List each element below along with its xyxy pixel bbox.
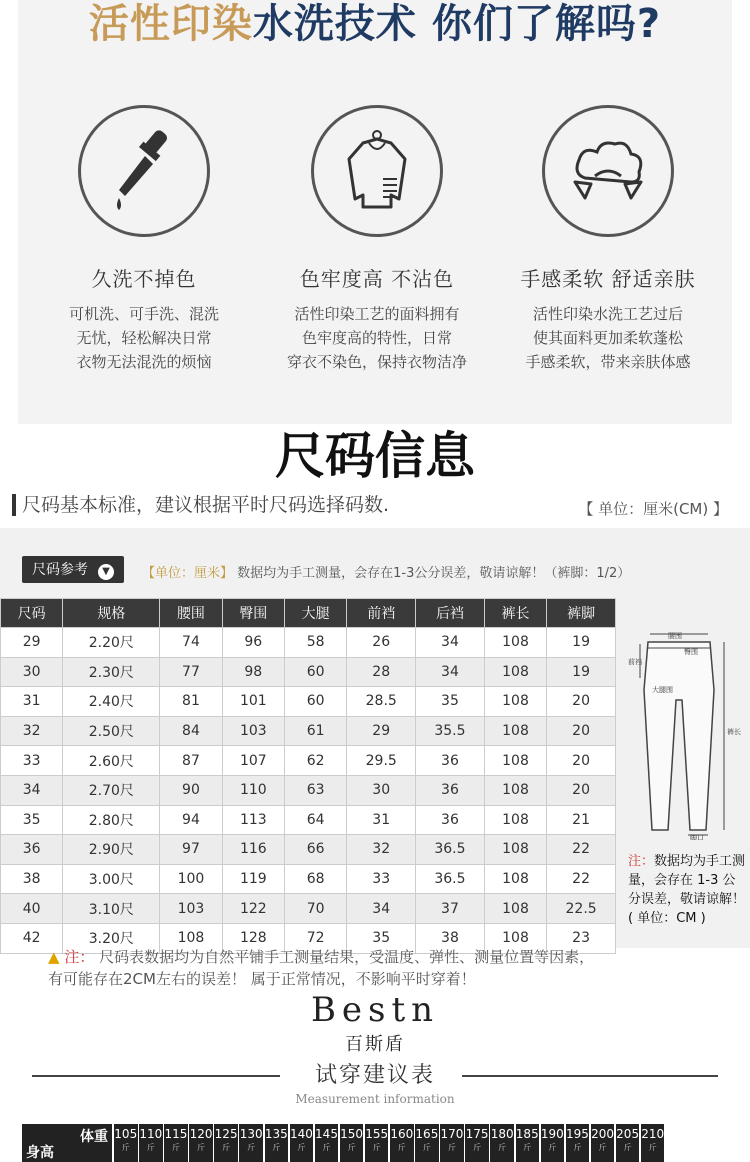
table-row — [1, 746, 616, 776]
weight-cell — [340, 1124, 364, 1162]
fit-chart-corner — [22, 1124, 112, 1162]
weight-unit: 斤 — [623, 1143, 632, 1152]
weight-unit: 斤 — [197, 1143, 206, 1152]
weight-value: 160 — [390, 1127, 414, 1141]
size-note — [142, 562, 630, 581]
weight-unit: 斤 — [247, 1143, 256, 1152]
table-row — [1, 835, 616, 865]
table-cell: 29 — [347, 716, 416, 746]
feature-title: 色牢度高 不沾色 — [299, 267, 455, 291]
headline-part2: 水洗技术 你们了解吗? — [252, 1, 662, 47]
weight-value: 205 — [616, 1127, 640, 1141]
weight-cell — [465, 1124, 489, 1162]
size-table-header-cell: 后裆 — [416, 599, 485, 628]
table-cell: 68 — [284, 864, 346, 894]
table-cell: 108 — [484, 746, 546, 776]
size-table-header-cell: 臀围 — [222, 599, 284, 628]
weight-cell — [415, 1124, 439, 1162]
table-cell: 3.00尺 — [63, 864, 160, 894]
table-row — [1, 687, 616, 717]
table-cell: 30 — [347, 775, 416, 805]
table-cell: 90 — [160, 775, 222, 805]
warning-text: 尺码表数据均为自然平铺手工测量结果，受温度、弹性、测量位置等因素， 有可能存在2CM左右的误差！ 属于正常情况，不影响平时穿着！ — [48, 948, 595, 988]
feature-title: 手感柔软 舒适亲肤 — [520, 267, 696, 291]
weight-cell — [189, 1124, 213, 1162]
table-cell: 20 — [547, 775, 616, 805]
size-table-header-cell: 裤脚 — [547, 599, 616, 628]
table-cell: 108 — [484, 894, 546, 924]
weight-cell — [490, 1124, 514, 1162]
table-cell: 62 — [284, 746, 346, 776]
height-label: 身高 — [26, 1145, 54, 1161]
brand-logo: Bestn — [310, 990, 440, 1030]
weight-unit: 斤 — [548, 1143, 557, 1152]
table-cell: 20 — [547, 687, 616, 717]
size-reference-label: 尺码参考 — [32, 562, 88, 578]
table-cell: 20 — [547, 746, 616, 776]
table-row — [1, 657, 616, 687]
table-cell: 42 — [1, 923, 63, 953]
fit-chart-subtitle: Measurement information — [295, 1092, 455, 1106]
table-cell: 20 — [547, 716, 616, 746]
table-cell: 77 — [160, 657, 222, 687]
table-cell: 66 — [284, 835, 346, 865]
warning-note — [48, 946, 728, 990]
size-reference-tag — [22, 556, 124, 583]
table-cell: 108 — [160, 923, 222, 953]
size-table-header-cell: 裤长 — [484, 599, 546, 628]
table-cell: 3.10尺 — [63, 894, 160, 924]
size-table-header-cell: 腰围 — [160, 599, 222, 628]
pants-label-waist: 腰围 — [668, 632, 682, 640]
table-row — [1, 864, 616, 894]
pants-label-hip: 臀围 — [684, 648, 698, 656]
size-table-header — [1, 599, 616, 628]
table-cell: 37 — [416, 894, 485, 924]
weight-value: 175 — [465, 1127, 489, 1141]
fit-chart-strip — [22, 1124, 734, 1162]
table-cell: 28 — [347, 657, 416, 687]
weight-cells — [114, 1124, 666, 1162]
weight-cell — [214, 1124, 238, 1162]
table-cell: 31 — [1, 687, 63, 717]
table-cell: 36.5 — [416, 864, 485, 894]
table-cell: 94 — [160, 805, 222, 835]
table-cell: 32 — [347, 835, 416, 865]
feature-title: 久洗不掉色 — [91, 267, 197, 291]
weight-unit: 斤 — [573, 1143, 582, 1152]
table-cell: 22.5 — [547, 894, 616, 924]
weight-cell — [591, 1124, 615, 1162]
brand-name-cn: 百斯盾 — [345, 1034, 405, 1055]
size-table-header-cell: 尺码 — [1, 599, 63, 628]
table-cell: 108 — [484, 687, 546, 717]
table-cell: 122 — [222, 894, 284, 924]
table-cell: 34 — [1, 775, 63, 805]
size-table-header-cell: 大腿 — [284, 599, 346, 628]
table-cell: 70 — [284, 894, 346, 924]
weight-value: 120 — [189, 1127, 213, 1141]
table-cell: 2.40尺 — [63, 687, 160, 717]
weight-cell — [265, 1124, 289, 1162]
weight-unit: 斤 — [146, 1143, 155, 1152]
table-cell: 108 — [484, 805, 546, 835]
weight-value: 165 — [415, 1127, 439, 1141]
table-cell: 108 — [484, 716, 546, 746]
table-row — [1, 716, 616, 746]
weight-unit: 斤 — [648, 1143, 657, 1152]
feature-desc: 可机洗、可手洗、混洗 无忧，轻松解决日常 衣物无法混洗的烦恼 — [68, 305, 219, 371]
table-cell: 58 — [284, 628, 346, 658]
weight-value: 115 — [164, 1127, 188, 1141]
weight-unit: 斤 — [297, 1143, 306, 1152]
size-note-text: 数据均为手工测量，会存在1-3公分误差，敬请谅解！（裤脚：1/2） — [237, 566, 631, 581]
weight-cell — [315, 1124, 339, 1162]
table-cell: 29.5 — [347, 746, 416, 776]
table-cell: 35 — [416, 687, 485, 717]
weight-cell — [390, 1124, 414, 1162]
weight-cell — [641, 1124, 665, 1162]
pants-label-front: 前裆 — [628, 658, 642, 666]
table-cell: 29 — [1, 628, 63, 658]
side-note-text: 数据均为手工测量，会存在 1-3 公分误差，敬请谅解！( 单位：CM ) — [628, 854, 746, 926]
weight-unit: 斤 — [222, 1143, 231, 1152]
table-row — [1, 628, 616, 658]
table-cell: 22 — [547, 835, 616, 865]
table-cell: 2.90尺 — [63, 835, 160, 865]
table-cell: 119 — [222, 864, 284, 894]
weight-unit: 斤 — [447, 1143, 456, 1152]
table-cell: 36 — [416, 775, 485, 805]
weight-cell — [566, 1124, 590, 1162]
table-cell: 19 — [547, 628, 616, 658]
table-cell: 21 — [547, 805, 616, 835]
weight-cell — [365, 1124, 389, 1162]
table-cell: 108 — [484, 775, 546, 805]
table-cell: 40 — [1, 894, 63, 924]
weight-value: 210 — [641, 1127, 665, 1141]
weight-unit: 斤 — [322, 1143, 331, 1152]
table-cell: 2.30尺 — [63, 657, 160, 687]
feature-desc: 活性印染工艺的面料拥有 色牢度高的特性，日常 穿衣不染色，保持衣物洁净 — [286, 305, 467, 371]
table-cell: 36 — [1, 835, 63, 865]
table-cell: 3.20尺 — [63, 923, 160, 953]
size-standard-text: 尺码基本标准，建议根据平时尺码选择码数. — [12, 494, 389, 516]
size-table-header-cell: 前裆 — [347, 599, 416, 628]
weight-cell — [114, 1124, 138, 1162]
table-cell: 60 — [284, 687, 346, 717]
weight-cell — [516, 1124, 540, 1162]
feature-card-1 — [29, 105, 259, 374]
weight-value: 195 — [565, 1127, 589, 1141]
weight-cell — [290, 1124, 314, 1162]
table-cell: 34 — [416, 628, 485, 658]
table-cell: 113 — [222, 805, 284, 835]
table-cell: 36 — [416, 805, 485, 835]
table-cell: 60 — [284, 657, 346, 687]
weight-value: 105 — [114, 1127, 138, 1141]
weight-unit: 斤 — [121, 1143, 130, 1152]
weight-cell — [541, 1124, 565, 1162]
table-cell: 33 — [347, 864, 416, 894]
table-cell: 38 — [416, 923, 485, 953]
pants-label-length: 裤长 — [727, 728, 741, 736]
feature-desc: 活性印染水洗工艺过后 使其面料更加柔软蓬松 手感柔软，带来亲肤体感 — [525, 305, 691, 371]
weight-unit: 斤 — [498, 1143, 507, 1152]
weight-cell — [164, 1124, 188, 1162]
table-cell: 108 — [484, 923, 546, 953]
table-cell: 23 — [547, 923, 616, 953]
table-cell: 72 — [284, 923, 346, 953]
table-cell: 36 — [416, 746, 485, 776]
weight-value: 200 — [591, 1127, 614, 1141]
feature-card-3 — [493, 105, 723, 374]
sweater-icon — [311, 105, 443, 237]
table-cell: 35 — [347, 923, 416, 953]
pants-diagram — [628, 630, 744, 840]
table-cell: 61 — [284, 716, 346, 746]
weight-value: 110 — [139, 1127, 163, 1141]
side-note-label: 注： — [628, 854, 655, 869]
table-cell: 2.70尺 — [63, 775, 160, 805]
table-cell: 103 — [222, 716, 284, 746]
table-cell: 36.5 — [416, 835, 485, 865]
weight-value: 155 — [365, 1127, 389, 1141]
table-cell: 103 — [160, 894, 222, 924]
size-section-title: 尺码信息 — [275, 427, 475, 485]
table-cell: 30 — [1, 657, 63, 687]
table-cell: 116 — [222, 835, 284, 865]
table-cell: 34 — [347, 894, 416, 924]
table-cell: 28.5 — [347, 687, 416, 717]
table-cell: 35.5 — [416, 716, 485, 746]
table-cell: 2.20尺 — [63, 628, 160, 658]
table-cell: 100 — [160, 864, 222, 894]
weight-unit: 斤 — [422, 1143, 431, 1152]
table-cell: 110 — [222, 775, 284, 805]
weight-value: 140 — [289, 1127, 313, 1141]
table-cell: 2.80尺 — [63, 805, 160, 835]
weight-value: 135 — [264, 1127, 288, 1141]
cotton-icon — [542, 105, 674, 237]
table-row — [1, 805, 616, 835]
table-cell: 108 — [484, 835, 546, 865]
table-row — [1, 894, 616, 924]
table-cell: 35 — [1, 805, 63, 835]
pants-label-thigh: 大腿围 — [652, 686, 673, 694]
table-cell: 2.60尺 — [63, 746, 160, 776]
table-cell: 108 — [484, 657, 546, 687]
weight-unit: 斤 — [598, 1143, 607, 1152]
weight-label: 体重 — [80, 1129, 108, 1145]
weight-unit: 斤 — [347, 1143, 356, 1152]
table-cell: 2.50尺 — [63, 716, 160, 746]
weight-cell — [616, 1124, 640, 1162]
table-cell: 63 — [284, 775, 346, 805]
table-cell: 87 — [160, 746, 222, 776]
table-cell: 74 — [160, 628, 222, 658]
size-note-unit: 【单位：厘米】 — [142, 566, 234, 581]
table-cell: 97 — [160, 835, 222, 865]
weight-value: 170 — [440, 1127, 464, 1141]
table-cell: 22 — [547, 864, 616, 894]
table-cell: 81 — [160, 687, 222, 717]
feature-card-2 — [262, 105, 492, 374]
table-row — [1, 775, 616, 805]
table-cell: 108 — [484, 628, 546, 658]
weight-value: 180 — [490, 1127, 514, 1141]
headline — [0, 0, 750, 48]
weight-unit: 斤 — [523, 1143, 532, 1152]
table-cell: 108 — [484, 864, 546, 894]
size-table — [0, 598, 616, 954]
table-cell: 84 — [160, 716, 222, 746]
table-cell: 96 — [222, 628, 284, 658]
weight-value: 150 — [340, 1127, 364, 1141]
table-cell: 98 — [222, 657, 284, 687]
dropper-icon — [78, 105, 210, 237]
weight-cell — [239, 1124, 263, 1162]
table-cell: 32 — [1, 716, 63, 746]
weight-unit: 斤 — [397, 1143, 406, 1152]
size-table-header-cell: 规格 — [63, 599, 160, 628]
pants-label-hem: 脚口 — [690, 834, 704, 840]
weight-unit: 斤 — [473, 1143, 482, 1152]
fit-chart-title: 试穿建议表 — [314, 1063, 435, 1088]
warning-icon: ▲ — [48, 948, 60, 966]
weight-value: 190 — [540, 1127, 564, 1141]
table-cell: 34 — [416, 657, 485, 687]
table-cell: 19 — [547, 657, 616, 687]
table-cell: 26 — [347, 628, 416, 658]
weight-unit: 斤 — [272, 1143, 281, 1152]
table-cell: 38 — [1, 864, 63, 894]
warning-label: 注： — [64, 948, 95, 966]
headline-part1: 活性印染 — [88, 1, 253, 47]
side-note — [628, 852, 746, 928]
weight-value: 130 — [239, 1127, 263, 1141]
table-cell: 101 — [222, 687, 284, 717]
size-unit-text: 【 单位：厘米(CM) 】 — [578, 500, 728, 518]
table-cell: 128 — [222, 923, 284, 953]
weight-cell — [139, 1124, 163, 1162]
chevron-down-icon: ▼ — [98, 564, 114, 580]
weight-unit: 斤 — [171, 1143, 180, 1152]
weight-cell — [440, 1124, 464, 1162]
weight-unit: 斤 — [372, 1143, 381, 1152]
weight-value: 185 — [515, 1127, 539, 1141]
table-cell: 107 — [222, 746, 284, 776]
weight-value: 145 — [315, 1127, 338, 1141]
table-cell: 31 — [347, 805, 416, 835]
table-cell: 64 — [284, 805, 346, 835]
weight-value: 125 — [214, 1127, 238, 1141]
table-cell: 33 — [1, 746, 63, 776]
